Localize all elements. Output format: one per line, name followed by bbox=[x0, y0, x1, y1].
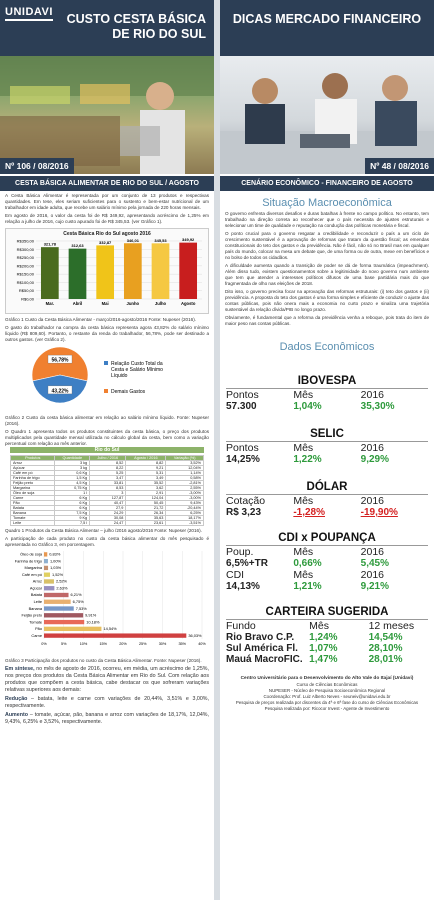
chart-1-caption: Gráfico 1 Custo da Cesta Básica Alimentar - março/2016-agosto/2016 Fonte: Nupeser (2016). bbox=[5, 317, 196, 322]
table-cell: Carne bbox=[11, 496, 55, 501]
summary-lead: Em síntese, bbox=[5, 666, 35, 672]
table-cell: 7,5 l bbox=[55, 521, 90, 526]
chart-3-xtick: 25% bbox=[138, 642, 147, 646]
selic-title: SELIC bbox=[226, 428, 428, 442]
cdi-taxa: 14,13% bbox=[226, 581, 260, 592]
selic-header bbox=[226, 442, 428, 454]
business-photo bbox=[220, 56, 434, 174]
chart-1-bar bbox=[152, 243, 170, 299]
ibovespa-title: IBOVESPA bbox=[226, 375, 428, 389]
carteira-title: CARTEIRA SUGERIDA bbox=[226, 606, 428, 620]
fund-12m: 14,54% bbox=[368, 632, 403, 643]
chart-1-xtick: Mai bbox=[101, 301, 109, 306]
chart-1-bar bbox=[96, 245, 114, 299]
cdi-values bbox=[226, 581, 428, 592]
dolar-header bbox=[226, 495, 428, 507]
chart-3-bar bbox=[44, 593, 69, 597]
left-column bbox=[0, 0, 214, 900]
table-cell: 0,75 Kg bbox=[55, 486, 90, 491]
ibovespa-pontos: 57.300 bbox=[226, 401, 257, 412]
poup-h-2016: 2016 bbox=[360, 546, 385, 558]
chart-3-xtick: 5% bbox=[61, 642, 67, 646]
table-cell: 8,22 bbox=[90, 466, 126, 471]
ibovespa-h-pontos: Pontos bbox=[226, 389, 259, 401]
chart-1-box bbox=[5, 228, 209, 314]
table-header-cell: Agosto / 2016 bbox=[126, 456, 166, 461]
table-caption-source: Quadro 1 Produtos da Cesta Básica Alimentar – julho /2016 agosto/2016 Fonte: Nupeser (2016). bbox=[5, 528, 202, 533]
carteira-row bbox=[226, 632, 428, 643]
business-illustration bbox=[220, 56, 434, 174]
fund-month: 1,24% bbox=[309, 632, 338, 643]
poupanca-values bbox=[226, 558, 428, 569]
reduction-text: – batata, leite e carne com variações de 20,44%, 3,51% e 3,00%, respectivamente. bbox=[5, 696, 209, 709]
chart-2-slice-label: 43,22% bbox=[51, 388, 69, 395]
table-cell: Óleo de soja bbox=[11, 491, 55, 496]
dolar-ano: -19,90% bbox=[360, 507, 398, 518]
table-cell: -3,00% bbox=[166, 491, 204, 496]
left-paragraph-5: A participação de cada produto no custo da cesta básica alimentar do mês pesquisado é apresentada no Gráfico 3, em porcentagem. bbox=[5, 536, 209, 547]
chart-3-bar bbox=[44, 613, 83, 617]
table-cell: 3 bbox=[90, 491, 126, 496]
table-cell: 3,47 bbox=[90, 476, 126, 481]
chart-1-ytick: R$100,00 bbox=[16, 279, 34, 285]
chart-3-value-label: 1,03% bbox=[50, 565, 62, 571]
chart-3-category-label: Açúcar bbox=[29, 585, 42, 591]
chart-2-legend-label: Relação Custo Total da bbox=[111, 361, 163, 367]
table-cell: Pão bbox=[11, 501, 55, 506]
right-subtitle: CENÁRIO ECONÔMICO - FINANCEIRO DE AGOSTO bbox=[220, 176, 434, 191]
poupanca-header bbox=[226, 546, 428, 558]
right-paragraph-1: O governo enfrenta diversos desafios e duras batalhas à frente no campo político. No entanto, tem trabalhado na direção correta ao reconhecer que o país necessita de ajustes estruturais e selecionar um time de qualidade e reputação na condução das políticas monetária e fiscal. bbox=[225, 211, 429, 228]
econ-data-heading: Dados Econômicos bbox=[279, 341, 375, 353]
table-row bbox=[11, 521, 204, 526]
table-cell: 2,55% bbox=[166, 486, 204, 491]
table-cell: 24,29 bbox=[90, 511, 126, 516]
chart-3-value-label: 10,18% bbox=[86, 619, 100, 625]
chart-1-ytick: R$50,00 bbox=[18, 288, 34, 294]
dolar-h-mes: Mês bbox=[293, 495, 314, 507]
chart-3-xtick: 10% bbox=[79, 642, 88, 646]
table-cell: Tomate bbox=[11, 516, 55, 521]
increase-lead: Aumento bbox=[5, 712, 28, 718]
carteira-h-12m: 12 meses bbox=[368, 620, 415, 632]
right-paragraph-2: O ponto crucial para o governo resgatar a credibilidade e reconduzir o país a um ciclo de crescimento sustentável é a aprovação de reformas que tratam da questão fiscal; as emendas constitucionais do teto dos gastos e da previdência. Não é fácil, não só no Brasil mas em qualquer país do mundo, colocar na mesa um debate que, de uma forma ou de outra, mexe em benefícios e no bolso de todos os cidadãos. bbox=[225, 231, 429, 260]
chart-1-bar bbox=[6, 237, 208, 311]
table-cell: 12,04% bbox=[166, 466, 204, 471]
table-header-cell: Quantidade bbox=[55, 456, 90, 461]
chart-3-value-label: 1,52% bbox=[52, 571, 64, 577]
chart-3-value-label: 2,63% bbox=[56, 585, 68, 591]
chart-3-value-label: 7,53% bbox=[75, 605, 87, 611]
table-caption: Rio do Sul bbox=[10, 447, 204, 453]
chart-1-xtick: Agosto bbox=[180, 301, 196, 306]
chart-3-category-label: Banana bbox=[28, 605, 42, 611]
increase-text: – tomate, açúcar, pão, banana e arroz com variações de 18,17%, 12,04%, 9,43%, 6,25% e 3,52%, respectivamente. bbox=[5, 712, 209, 725]
carteira-h-mes: Mês bbox=[309, 620, 330, 632]
table-cell: -2,81% bbox=[166, 481, 204, 486]
chart-1-ytick: R$350,00 bbox=[16, 238, 34, 244]
ibovespa-h-mes: Mês bbox=[293, 389, 314, 401]
right-paragraph-3: A dificuldade aumenta quando a transição de poder se dá de forma traumática (impeachment). Além disso tudo, existem questionamentos sobre a legitimidade do novo governo num ambiente que tem que atender a interesses políticos difusos de uma base partidária mais do que fragmentada de olho nas eleições de 2018. bbox=[225, 263, 429, 286]
table-cell: 0,58% bbox=[166, 476, 204, 481]
chart-3-bar bbox=[44, 559, 48, 563]
cdi-h-2016: 2016 bbox=[360, 569, 385, 581]
right-column bbox=[220, 0, 434, 900]
table-cell: 8,53 bbox=[90, 486, 126, 491]
left-subtitle: CESTA BÁSICA ALIMENTAR DE RIO DO SUL / AGOSTO bbox=[0, 176, 214, 191]
chart-3-xtick: 20% bbox=[119, 642, 127, 646]
left-issue-badge: Nº 106 / 08/2016 bbox=[0, 158, 74, 174]
chart-3-xtick: 15% bbox=[99, 642, 108, 646]
chart-3-value-label: 9,91% bbox=[85, 612, 97, 618]
table-header-cell: Produtos bbox=[11, 456, 55, 461]
table-cell: 7,5 Kg bbox=[55, 511, 90, 516]
chart-2-slice-label: 56,78% bbox=[51, 357, 69, 364]
chart-3-xtick: 30% bbox=[158, 642, 167, 646]
ibovespa-mes: 1,04% bbox=[293, 401, 322, 412]
carteira-header bbox=[226, 620, 428, 632]
chart-3-value-label: 14,54% bbox=[103, 626, 117, 632]
table-cell: 8,82 bbox=[126, 461, 166, 466]
table-cell: 6 Kg bbox=[55, 496, 90, 501]
carteira-row bbox=[226, 643, 428, 654]
table-cell: Farinha de trigo bbox=[11, 476, 55, 481]
left-paragraph-2: Em agosto de 2016, o valor da cesta foi de R$ 349,92, apresentando acréscimo de 1,25% em relação a julho de 2016, cujo custo apurado foi de R$ 345,53. (ver Gráfico 1). bbox=[5, 213, 209, 224]
table-cell: 35,52 bbox=[126, 481, 166, 486]
chart-1-bar bbox=[69, 249, 87, 299]
cdi-poupanca-title: CDI x POUPANÇA bbox=[226, 532, 428, 546]
fund-12m: 28,01% bbox=[368, 654, 403, 665]
table-cell: 4,5 Kg bbox=[55, 481, 90, 486]
chart-1-xtick: Mar. bbox=[45, 301, 55, 306]
table-cell: 0,6 Kg bbox=[55, 471, 90, 476]
poup-h-mes: Mês bbox=[293, 546, 314, 558]
chart-3-category-label: Farinha de trigo bbox=[14, 558, 42, 564]
fund-name: Rio Bravo C.P. bbox=[226, 632, 295, 643]
table-cell: Café em pó bbox=[11, 471, 55, 476]
dolar-mes: -1,28% bbox=[293, 507, 326, 518]
chart-2-legend-label: Cesta e Salário Mínimo bbox=[111, 367, 163, 373]
chart-3-category-label: Pão bbox=[35, 626, 42, 632]
table-cell: 5,25 bbox=[90, 471, 126, 476]
cdi-header bbox=[226, 569, 428, 581]
chart-3-bar bbox=[44, 606, 74, 610]
reduction-paragraph bbox=[0, 696, 214, 710]
chart-3-hbar bbox=[0, 548, 214, 652]
chart-3-category-label: Tomate bbox=[29, 619, 42, 625]
chart-3-category-label: Café em pó bbox=[21, 571, 42, 577]
poup-ano: 5,45% bbox=[360, 558, 390, 569]
footer-nucleus: NUPESER - Núcleo de Pesquisa Socioeconômica Regional bbox=[268, 688, 386, 693]
table-cell: 9 Kg bbox=[55, 516, 90, 521]
table-cell: 27,9 bbox=[90, 506, 126, 511]
chart-3-xtick: 35% bbox=[178, 642, 187, 646]
chart-3-bar bbox=[44, 566, 48, 570]
selic-h-pontos: Pontos bbox=[226, 442, 259, 454]
table-cell: Leite bbox=[11, 521, 55, 526]
selic-mes: 1,22% bbox=[293, 454, 322, 465]
selic-ano: 9,29% bbox=[360, 454, 390, 465]
table-cell: 3,62 bbox=[126, 486, 166, 491]
fund-name: Mauá MacroFIC. bbox=[226, 654, 303, 665]
footer-institution: Centro Universitário para o Desenvolvimento do Alto Vale do Itajaí (Unidavi) bbox=[240, 676, 414, 681]
chart-3-value-label: 0,83% bbox=[49, 551, 61, 557]
table-cell: Banana bbox=[11, 511, 55, 516]
dolar-h-2016: 2016 bbox=[360, 495, 385, 507]
chart-3-value-label: 6,21% bbox=[70, 592, 82, 598]
chart-3-bar bbox=[44, 573, 50, 577]
chart-3-bar bbox=[44, 620, 84, 624]
chart-1-value-label: 332,87 bbox=[99, 239, 112, 245]
chart-3-bar bbox=[44, 586, 54, 590]
right-paragraph-4: Dito isso, o governo precisa focar na aprovação das reformas estruturais: (i) teto dos gastos e (ii) previdência. A proposta do teto dos gastos é uma forma simples e eficiente de conduzir o ajuste das contas públicas, pois não onera mais a economia no curto prazo e sinaliza uma trajetória sustentável da relação dívida/PIB no longo prazo. bbox=[225, 289, 429, 312]
table-cell: 3,49 bbox=[126, 476, 166, 481]
table-cell: 124,04 bbox=[126, 496, 166, 501]
chart-3-value-label: 2,52% bbox=[55, 578, 68, 584]
footer-coordination: Coordenação: Prof. Luiz Alberto Neves - seuneiv@unidavi.edu.br bbox=[263, 694, 391, 699]
chart-3-bar bbox=[44, 579, 54, 583]
chart-1-ytick: R$300,00 bbox=[16, 246, 34, 252]
poup-taxa: 6,5%+TR bbox=[226, 558, 268, 569]
chart-3-category-label: Margarina bbox=[24, 565, 42, 571]
table-cell: 6 Kg bbox=[55, 501, 90, 506]
chart-1-ytick: R$150,00 bbox=[16, 271, 34, 277]
chart-1-title: Cesta Básica Rio do Sul agosto 2016 bbox=[63, 231, 151, 237]
right-title: DICAS MERCADO FINANCEIRO bbox=[232, 12, 422, 26]
chart-3-category-label: Carne bbox=[31, 632, 42, 638]
table-cell: 40,47 bbox=[90, 501, 126, 506]
selic-h-mes: Mês bbox=[293, 442, 314, 454]
selic-h-2016: 2016 bbox=[360, 442, 385, 454]
right-header bbox=[220, 0, 434, 56]
footer-course: Curso de Ciências Econômicas bbox=[296, 682, 358, 687]
chart-3-bar bbox=[44, 627, 101, 631]
fund-month: 1,47% bbox=[309, 654, 338, 665]
table-cell: Feijão preto bbox=[11, 481, 55, 486]
chart-1-value-label: 345,53 bbox=[154, 237, 167, 243]
chart-2-legend-swatch bbox=[104, 361, 108, 365]
table-cell: 127,87 bbox=[90, 496, 126, 501]
carteira-h-fundo: Fundo bbox=[226, 620, 256, 632]
ibovespa-values bbox=[226, 401, 428, 412]
right-issue-badge: Nº 48 / 08/2016 bbox=[365, 158, 434, 174]
cdi-h-label: CDI bbox=[226, 569, 245, 581]
chart-3-caption: Gráfico 3 Participação dos produtos no custo da Cesta Básica Alimentar. Fonte: Nupeser (2016). bbox=[5, 658, 202, 663]
table-cell: Arroz bbox=[11, 461, 55, 466]
chart-2-legend-label: Líquido bbox=[111, 373, 128, 379]
table-cell: 1 l bbox=[55, 491, 90, 496]
chart-1-xtick: Julho bbox=[154, 301, 167, 306]
table-cell: Açúcar bbox=[11, 466, 55, 471]
table-header-cell: Variação (%) bbox=[166, 456, 204, 461]
chart-1-bar bbox=[41, 247, 59, 299]
table-cell: Margarina bbox=[11, 486, 55, 491]
chart-3-xtick: 40% bbox=[198, 642, 206, 646]
chart-3-bar bbox=[44, 633, 186, 637]
table-cell: 6 Kg bbox=[55, 506, 90, 511]
table-cell: 2,91 bbox=[126, 491, 166, 496]
table-header-cell: Julho / 2016 bbox=[90, 456, 126, 461]
footer-ricocor: Pesquisa realizada por: Ricocor Invest - Agente de Investimento bbox=[264, 706, 390, 711]
table-cell: 3,52% bbox=[166, 461, 204, 466]
table-cell: 23,61 bbox=[126, 521, 166, 526]
increase-paragraph bbox=[0, 712, 214, 726]
table-cell: 24,47 bbox=[90, 521, 126, 526]
dolar-cotacao: R$ 3,23 bbox=[226, 507, 262, 518]
chart-3-bar bbox=[44, 600, 71, 604]
table-cell: -3,00% bbox=[166, 496, 204, 501]
chart-3-xtick: 0% bbox=[41, 642, 47, 646]
table-cell: 21,72 bbox=[126, 506, 166, 511]
ibovespa-header bbox=[226, 389, 428, 401]
chart-1-ytick: R$0,00 bbox=[21, 296, 34, 302]
chart-3-category-label: Batata bbox=[30, 592, 42, 598]
products-table bbox=[10, 455, 204, 526]
chart-2-legend-label: Demais Gastos bbox=[111, 389, 146, 395]
chart-1-value-label: 349,92 bbox=[182, 237, 195, 243]
dolar-values bbox=[226, 507, 428, 518]
cdi-ano: 9,21% bbox=[360, 581, 390, 592]
dolar-title: DÓLAR bbox=[226, 481, 428, 495]
chart-3-bar bbox=[44, 552, 47, 556]
poup-mes: 0,66% bbox=[293, 558, 322, 569]
table-cell: 9,43% bbox=[166, 501, 204, 506]
cdi-mes: 1,21% bbox=[293, 581, 322, 592]
fund-name: Sul América Fl. bbox=[226, 643, 298, 654]
chart-1-xtick: Abril bbox=[72, 301, 83, 306]
table-cell: 8,52 bbox=[90, 461, 126, 466]
chart-3-category-label: Óleo de soja bbox=[20, 551, 42, 557]
chart-1-value-label: 321,78 bbox=[43, 241, 56, 247]
fund-12m: 28,10% bbox=[368, 643, 403, 654]
chart-3-category-label: Arroz bbox=[32, 578, 42, 584]
chart-1-value-label: 312,63 bbox=[71, 243, 84, 249]
chart-1-ytick: R$250,00 bbox=[16, 255, 34, 261]
chart-2-pie bbox=[0, 343, 214, 409]
summary-text: no mês de agosto de 2016, ocorreu, em média, um acréscimo de 1,25%, nos preços dos produtos da Cesta Básica Alimentar em Rio do Sul. Com relação aos produtos que compõem a cesta básica, cabe destacar os que sofreram variações relativas superiores aos demais: bbox=[5, 666, 209, 693]
poup-h-label: Poup. bbox=[226, 546, 254, 558]
chart-1-xtick: Junho bbox=[126, 301, 140, 306]
market-data bbox=[220, 375, 434, 665]
left-paragraph-1: A Cesta Básica Alimentar é representada por um conjunto de 13 produtos e respectivas quantidades. Em tese, eles seriam suficientes para o sustento e bem-estar nutricional de um trabalhador em idade adulta, que recebe um salário mínimo pela jornada de 220 horas mensais. bbox=[5, 193, 209, 210]
table-cell: 30,08 bbox=[90, 516, 126, 521]
left-paragraph-4: O Quadro 1 apresenta todos os produtos constituintes da cesta básica, o preço dos produtos multiplicados pela quantidade mensal utilizada no cálculo global da cesta, bem como a variação percentual com relação ao mês anterior. bbox=[5, 429, 209, 446]
left-header bbox=[0, 0, 214, 56]
supermarket-illustration bbox=[0, 56, 214, 174]
chart-1-bar bbox=[124, 243, 142, 299]
ibovespa-h-2016: 2016 bbox=[360, 389, 385, 401]
chart-1-value-label: 346,01 bbox=[126, 237, 139, 243]
chart-3-value-label: 1,00% bbox=[49, 558, 61, 564]
table-cell: 5,31 bbox=[126, 471, 166, 476]
macro-section-heading: Situação Macroeconômica bbox=[262, 197, 392, 209]
selic-taxa: 14,25% bbox=[226, 454, 260, 465]
table-cell: -20,44% bbox=[166, 506, 204, 511]
table-cell: 33,81 bbox=[90, 481, 126, 486]
table-cell: 3 kg bbox=[55, 461, 90, 466]
chart-1-bar bbox=[179, 243, 197, 299]
dolar-h-cotacao: Cotação bbox=[226, 495, 266, 507]
chart-2-legend-swatch bbox=[104, 389, 108, 393]
summary-paragraph bbox=[0, 666, 214, 694]
carteira-row bbox=[226, 654, 428, 665]
footer-credits bbox=[220, 675, 434, 712]
table-cell: 50,45 bbox=[126, 501, 166, 506]
table-cell: 1,14% bbox=[166, 471, 204, 476]
table-cell: 26,34 bbox=[126, 511, 166, 516]
table-cell: 9,21 bbox=[126, 466, 166, 471]
ibovespa-ano: 35,30% bbox=[360, 401, 395, 412]
table-cell: 1,5 Kg bbox=[55, 476, 90, 481]
table-cell: -3,51% bbox=[166, 521, 204, 526]
chart-1-ytick: R$200,00 bbox=[16, 263, 34, 269]
chart-2-caption: Gráfico 2 Custo da cesta básica alimentar em relação ao salário mínimo líquido. Fonte: Nupeser (2016). bbox=[5, 415, 209, 426]
fund-month: 1,07% bbox=[309, 643, 338, 654]
unidavi-logo: UNIDAVI bbox=[5, 6, 53, 21]
chart-3-category-label: Leite bbox=[33, 598, 42, 604]
footer-research: Pesquisa de preços realizada por discentes da 4ª e 6ª fase do curso de Ciências Econômicas bbox=[235, 700, 419, 705]
table-cell: 35,63 bbox=[126, 516, 166, 521]
left-paragraph-3: O gasto do trabalhador na compra da cesta básica representa agora 43,82% do salário mínimo líquido (R$ 809,60). Portanto, o restante da renda do trabalhador, 56,78%, pode ser destinado a outros gastos. (ver Gráfico 2). bbox=[5, 325, 209, 342]
selic-values bbox=[226, 454, 428, 465]
right-paragraph-5: Obviamente, é fundamental que a reforma da previdência venha a reboque, pois trata do item de maior peso nas contas públicas. bbox=[225, 315, 429, 326]
supermarket-photo bbox=[0, 56, 214, 174]
reduction-lead: Redução bbox=[5, 696, 28, 702]
cdi-h-mes: Mês bbox=[293, 569, 314, 581]
chart-3-value-label: 6,75% bbox=[72, 598, 84, 604]
table-cell: Batata bbox=[11, 506, 55, 511]
table-cell: 18,17% bbox=[166, 516, 204, 521]
chart-3-category-label: Feijão preto bbox=[21, 612, 42, 618]
left-title: CUSTO CESTA BÁSICA DE RIO DO SUL bbox=[66, 12, 206, 41]
chart-3-value-label: 36,03% bbox=[188, 632, 202, 638]
table-cell: 3 kg bbox=[55, 466, 90, 471]
table-cell: 6,25% bbox=[166, 511, 204, 516]
